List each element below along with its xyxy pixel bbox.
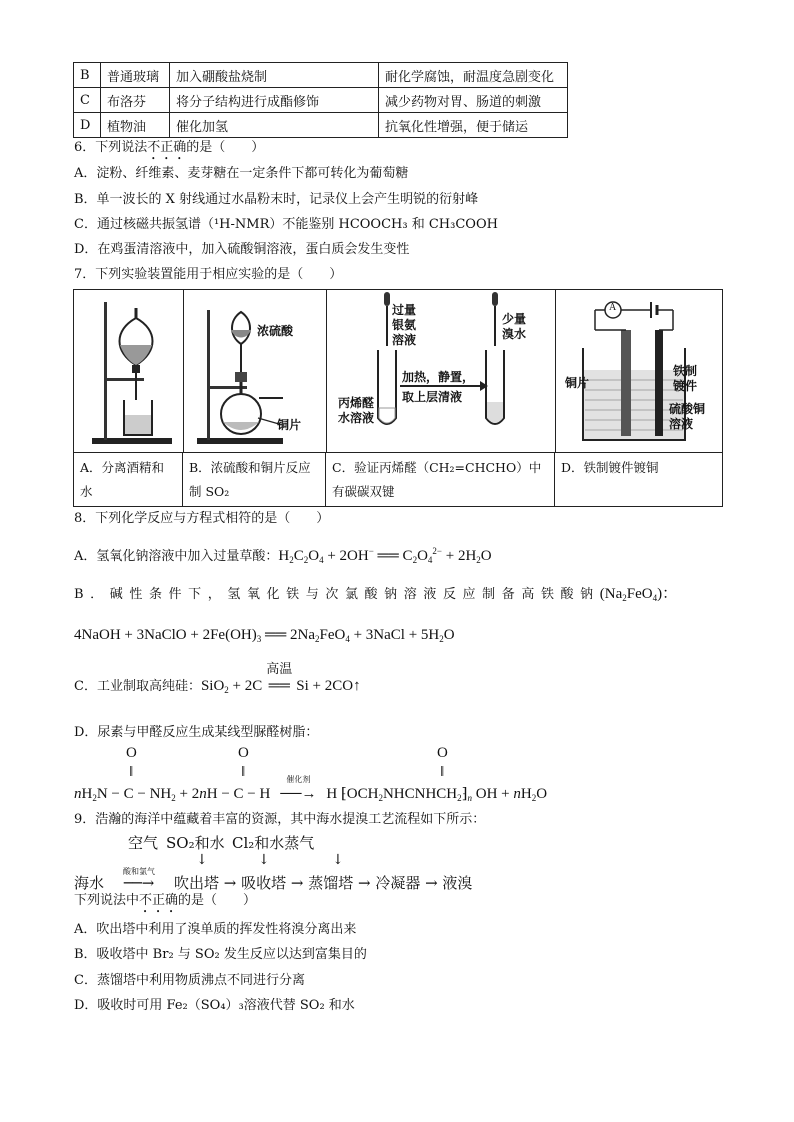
urea-carbonyl-o: O: [126, 745, 137, 761]
table-cell-material: 普通玻璃: [101, 63, 170, 88]
label-excess-silver-ammonia: 过量 银氨 溶液: [392, 303, 417, 347]
q6-stem: 6．下列说法不正确的是（ ）: [74, 140, 265, 155]
q9-sub-stem: 下列说法中不正确的是（ ）: [74, 893, 257, 908]
caption-d: D．铁制镀件镀铜: [555, 452, 722, 506]
table-cell-method: 将分子结构进行成酯修饰: [170, 88, 379, 113]
urea-double-bond: ‖: [129, 764, 134, 780]
flow-diagram: 海水 酸和氯气 ──→ 吹出塔 → 吸收塔 → 蒸馏塔 → 冷凝器 → 液溴: [74, 867, 473, 892]
q7-stem: 7．下列实验装置能用于相应实验的是（ ）: [74, 267, 343, 282]
label-heat-settle: 加热，静置，: [402, 370, 475, 384]
apparatus-c-image: [326, 290, 556, 452]
label-copper-d: 铜片: [565, 376, 590, 390]
table-cell-effect: 耐化学腐蚀，耐温度急剧变化: [379, 63, 568, 88]
q9-option-d: D．吸收时可用 Fe₂（SO₄）₃溶液代替 SO₂ 和水: [74, 998, 355, 1013]
flow-seawater: 海水: [74, 874, 105, 892]
flow-top-air: 空气: [128, 834, 159, 852]
q8-option-d-equation: $nH_2N - C - NH_2 + 2nH - C - H$ 催化剂 ──→ H $⁅OCH_2NHCNHCH_2⁆_n$ OH + $nH_2O$: [74, 775, 548, 803]
label-take-upper-layer: 取上层清液: [402, 390, 463, 404]
table-cell-material: 布洛芬: [101, 88, 170, 113]
table-cell-material: 植物油: [101, 113, 170, 138]
table-cell-letter: B: [74, 63, 101, 88]
reaction-condition-high-temp: 高温: [266, 661, 293, 676]
flow-acid-chlorine: 酸和氯气: [123, 867, 156, 876]
q9-option-b: B．吸收塔中 Br₂ 与 SO₂ 发生反应以达到富集目的: [74, 947, 367, 962]
resin-double-bond: ‖: [440, 764, 445, 780]
flow-arrow-down-3: ↓: [332, 852, 344, 868]
table-cell-effect: 减少药物对胃、肠道的刺激: [379, 88, 568, 113]
caption-c: C．验证丙烯醛（CH₂=CHCHO）中有碳碳双键: [326, 452, 555, 506]
q9-option-a: A．吹出塔中利用了溴单质的挥发性将溴分离出来: [74, 922, 357, 937]
apparatus-b-image: [183, 290, 327, 452]
table-row: [74, 63, 568, 88]
q6-option-c: C．通过核磁共振氢谱（¹H-NMR）不能鉴别 HCOOCH₃ 和 CH₃COOH: [74, 217, 498, 232]
table-cell-method: 加入硼酸盐烧制: [170, 63, 379, 88]
flow-chain: 吹出塔 → 吸收塔 → 蒸馏塔 → 冷凝器 → 液溴: [174, 874, 473, 892]
q6-option-a: A．淀粉、纤维素、麦芽糖在一定条件下都可转化为葡萄糖: [74, 166, 409, 181]
q8-option-b-equation: 4NaOH + 3NaClO + $2Fe(OH)_3$ ══ $2Na_2FeO_4$ + 3NaCl + $5H_2O$: [74, 627, 455, 644]
table-row: [74, 88, 568, 113]
apparatus-a-image: [74, 290, 184, 452]
table-cell-letter: C: [74, 88, 101, 113]
flow-top-cl2: Cl₂和水蒸气: [232, 834, 315, 852]
catalyst-label: 催化剂: [286, 775, 311, 784]
label-copper-b: 铜片: [277, 418, 302, 432]
q8-option-c: C．工业制取高纯硅：SiO$_2$ + 2C 高温 ══ Si + 2CO↑: [74, 661, 361, 695]
q7-apparatus-grid: [73, 289, 723, 507]
q9-option-c: C．蒸馏塔中利用物质沸点不同进行分离: [74, 973, 305, 988]
caption-a: A．分离酒精和水: [74, 452, 183, 506]
label-conc-sulfuric-acid: 浓硫酸: [257, 324, 294, 338]
q8-stem: 8．下列化学反应与方程式相符的是（ ）: [74, 511, 330, 526]
table-row: [74, 113, 568, 138]
label-acrolein-solution: 丙烯醛 水溶液: [338, 396, 375, 425]
flow-arrow-down-1: ↓: [196, 852, 208, 868]
table-cell-letter: D: [74, 113, 101, 138]
label-little-bromine-water: 少量 溴水: [502, 312, 527, 341]
resin-carbonyl-o: O: [437, 745, 448, 761]
table-cell-effect: 抗氧化性增强，便于储运: [379, 113, 568, 138]
ammeter-label: A: [609, 302, 617, 313]
formaldehyde-carbonyl-o: O: [238, 745, 249, 761]
q8-option-d: D．尿素与甲醛反应生成某线型脲醛树脂：: [74, 725, 319, 740]
q6-option-b: B．单一波长的 X 射线通过水晶粉末时，记录仪上会产生明锐的衍射峰: [74, 192, 479, 207]
q5-options-table: [73, 62, 568, 138]
q8-option-b: B．碱性条件下，氢氧化铁与次氯酸钠溶液反应制备高铁酸钠$(Na_2FeO_4)$：: [74, 586, 678, 603]
q9-stem: 9．浩瀚的海洋中蕴藏着丰富的资源，其中海水提溴工艺流程如下所示：: [74, 812, 486, 827]
q8-option-a: A．氢氧化钠溶液中加入过量草酸：$H_2C_2O_4 + 2OH^-$ ══ $C_2O_4^{2-} + 2H_2O$: [74, 546, 492, 565]
flow-top-so2: SO₂和水: [166, 834, 225, 852]
label-iron-plating-piece: 铁制 镀件: [673, 364, 698, 393]
table-cell-method: 催化加氢: [170, 113, 379, 138]
formaldehyde-double-bond: ‖: [241, 764, 246, 780]
label-copper-sulfate-solution: 硫酸铜 溶液: [669, 402, 706, 431]
apparatus-d-image: [555, 290, 722, 452]
flow-arrow-down-2: ↓: [258, 852, 270, 868]
q6-option-d: D．在鸡蛋清溶液中，加入硫酸铜溶液，蛋白质会发生变性: [74, 242, 410, 257]
caption-b: B．浓硫酸和铜片反应制 SO₂: [183, 452, 326, 506]
